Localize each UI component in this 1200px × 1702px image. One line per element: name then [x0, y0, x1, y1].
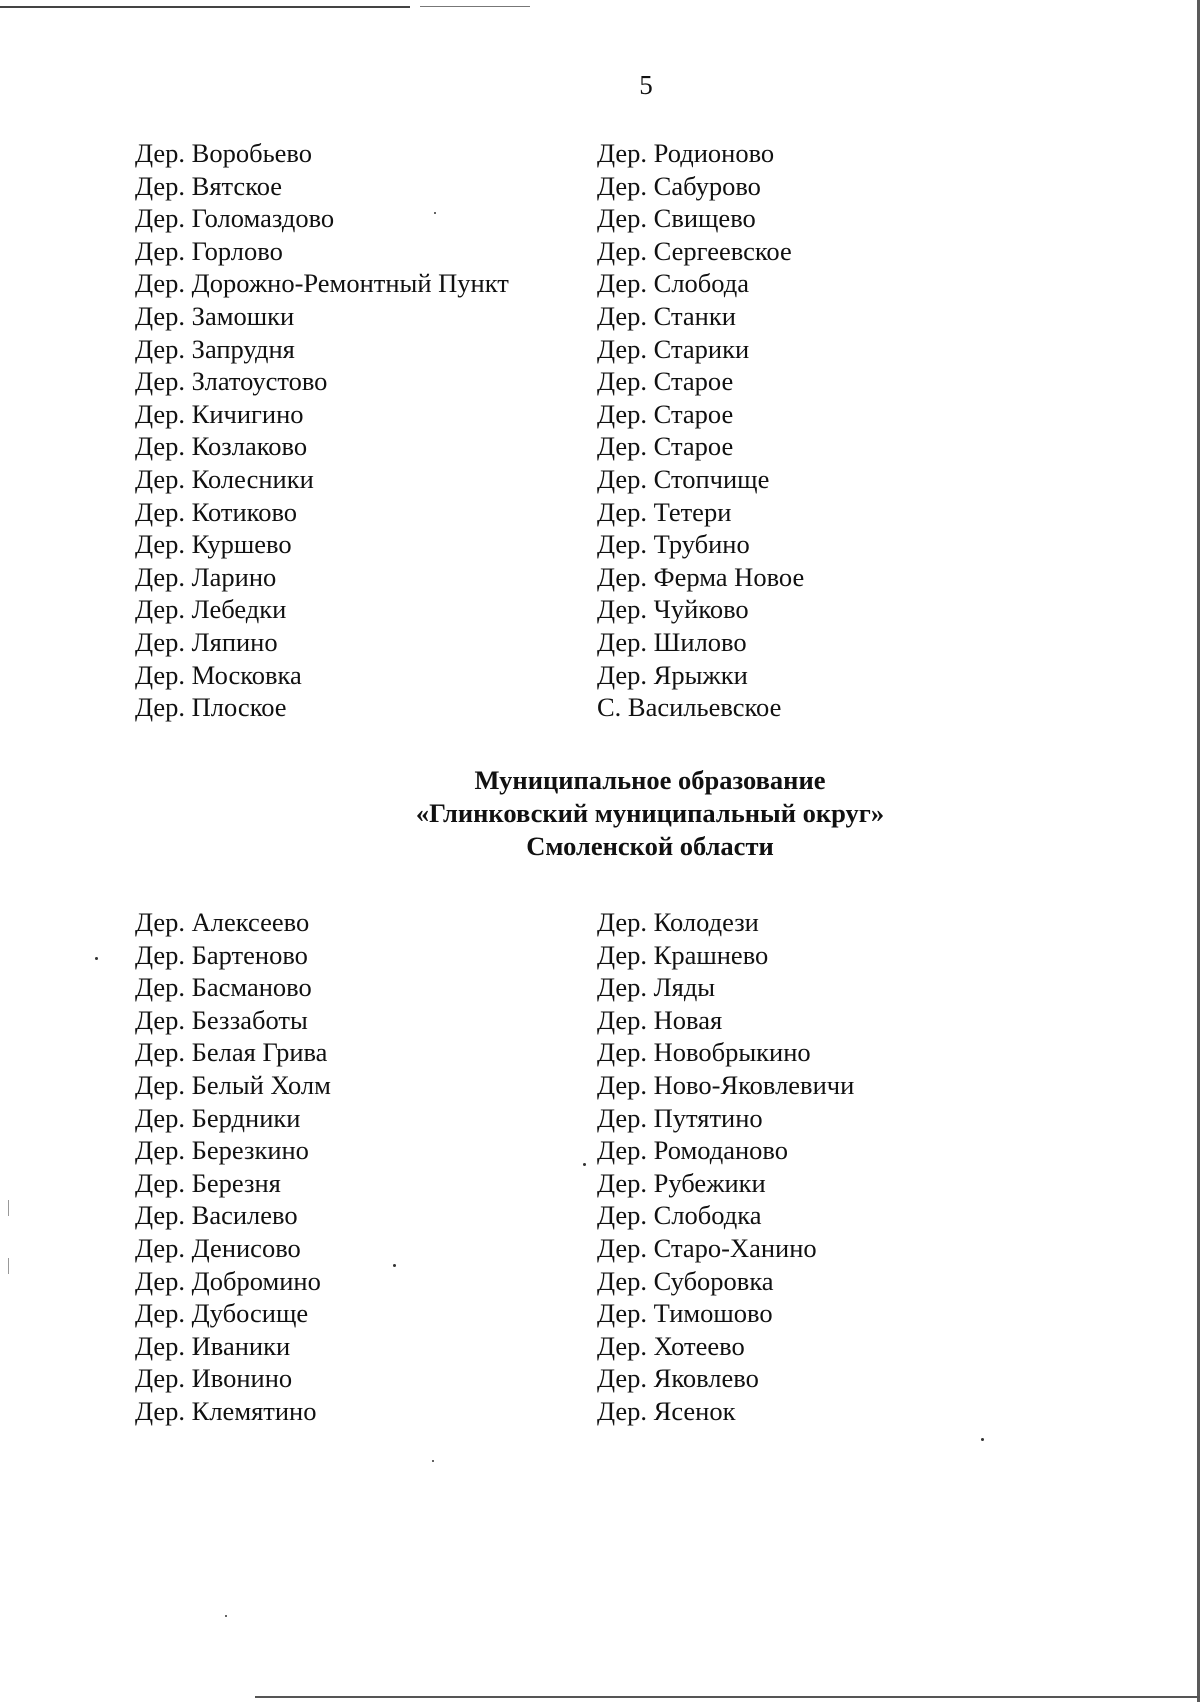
village-list-section1-left [135, 137, 509, 724]
village-list-item: Дер. Слободка [597, 1200, 762, 1231]
village-list-item: Дер. Березкино [135, 1135, 309, 1166]
village-list-item: Дер. Сергеевское [597, 235, 792, 266]
village-list-item: Дер. Дорожно-Ремонтный Пункт [135, 268, 509, 299]
village-list-item: Дер. Козлаково [135, 431, 308, 462]
village-list-item: Дер. Воробьево [135, 138, 312, 168]
village-list-item: Дер. Сабурово [597, 170, 761, 201]
village-list-item: Дер. Замошки [135, 300, 295, 331]
scan-speck [8, 1258, 9, 1274]
village-list-item: Дер. Ферма Новое [597, 561, 805, 592]
village-list-item: Дер. Чуйково [597, 594, 749, 625]
village-list-item: Дер. Голомаздово [135, 203, 335, 234]
village-list-item: Дер. Станки [597, 300, 736, 331]
village-list-item: Дер. Кичигино [135, 398, 304, 429]
village-list-item: Дер. Старики [597, 333, 750, 364]
village-list-item: Дер. Иваники [135, 1330, 291, 1361]
heading-line-1: Муниципальное образование [474, 765, 826, 795]
scan-edge-bottom [255, 1696, 1200, 1698]
scan-edge-top [0, 6, 410, 8]
village-list-item: Дер. Вятское [135, 170, 283, 201]
village-list-item: Дер. Бердники [135, 1102, 301, 1133]
village-list-item: Дер. Новобрыкино [597, 1037, 811, 1068]
village-list-item: Дер. Басманово [135, 972, 312, 1003]
scan-speck [434, 212, 436, 214]
village-list-item: Дер. Слобода [597, 268, 750, 299]
village-list-item: Дер. Белая Грива [135, 1037, 328, 1068]
village-list-item: Дер. Горлово [135, 235, 283, 266]
scan-speck [432, 1460, 434, 1462]
village-list-section2-right [597, 906, 854, 1428]
scan-speck [583, 1163, 586, 1166]
village-list-item: С. Васильевское [597, 692, 782, 723]
village-list-item: Дер. Ляпино [135, 626, 278, 657]
village-list-item: Дер. Шилово [597, 626, 747, 657]
village-list-item: Дер. Крашнево [597, 939, 769, 970]
village-list-item: Дер. Бартеново [135, 939, 308, 970]
heading-line-2: «Глинковский муниципальный округ» [415, 798, 885, 828]
village-list-item: Дер. Трубино [597, 529, 750, 560]
village-list-item: Дер. Свищево [597, 203, 756, 234]
scan-speck [393, 1264, 396, 1267]
heading-line-3: Смоленской области [526, 831, 774, 861]
village-list-item: Дер. Запрудня [135, 333, 295, 364]
village-list-item: Дер. Котиково [135, 496, 298, 527]
village-list-item: Дер. Златоустово [135, 366, 328, 397]
village-list-section1-right [597, 137, 804, 724]
village-list-item: Дер. Колодези [597, 907, 759, 937]
village-list-item: Дер. Ромоданово [597, 1135, 788, 1166]
village-list-item: Дер. Клемятино [135, 1395, 317, 1426]
scan-speck [95, 957, 98, 960]
village-list-item: Дер. Ясенок [597, 1395, 736, 1426]
scan-speck [225, 1615, 227, 1617]
village-list-item: Дер. Денисово [135, 1232, 301, 1263]
section-heading [300, 764, 1000, 863]
village-list-item: Дер. Рубежики [597, 1167, 766, 1198]
village-list-item: Дер. Ивонино [135, 1363, 293, 1394]
village-list-item: Дер. Лебедки [135, 594, 287, 625]
village-list-item: Дер. Колесники [135, 463, 314, 494]
village-list-item: Дер. Суборовка [597, 1265, 774, 1296]
scan-edge-top-secondary [420, 6, 530, 7]
village-list-item: Дер. Хотеево [597, 1330, 745, 1361]
village-list-item: Дер. Старое [597, 431, 734, 462]
village-list-item: Дер. Старо-Ханино [597, 1232, 817, 1263]
village-list-item: Дер. Стопчище [597, 463, 770, 494]
scan-speck [981, 1438, 984, 1441]
village-list-item: Дер. Березня [135, 1167, 281, 1198]
village-list-item: Дер. Дубосище [135, 1298, 309, 1329]
scan-speck [8, 1200, 9, 1216]
village-list-item: Дер. Ярыжки [597, 659, 748, 690]
village-list-item: Дер. Старое [597, 366, 734, 397]
village-list-item: Дер. Яковлево [597, 1363, 759, 1394]
village-list-item: Дер. Плоское [135, 692, 287, 723]
village-list-item: Дер. Добромино [135, 1265, 321, 1296]
village-list-item: Дер. Белый Холм [135, 1069, 331, 1100]
village-list-item: Дер. Тетери [597, 496, 732, 527]
village-list-item: Дер. Родионово [597, 138, 775, 168]
village-list-item: Дер. Тимошово [597, 1298, 773, 1329]
village-list-item: Дер. Ново-Яковлевичи [597, 1069, 855, 1100]
village-list-item: Дер. Беззаботы [135, 1004, 308, 1035]
village-list-section2-left [135, 906, 331, 1428]
village-list-item: Дер. Ляды [597, 972, 716, 1003]
village-list-item: Дер. Алексеево [135, 907, 310, 937]
village-list-item: Дер. Старое [597, 398, 734, 429]
village-list-item: Дер. Путятино [597, 1102, 763, 1133]
village-list-item: Дер. Куршево [135, 529, 292, 560]
village-list-item: Дер. Василево [135, 1200, 298, 1231]
village-list-item: Дер. Московка [135, 659, 302, 690]
page-number: 5 [639, 70, 653, 100]
village-list-item: Дер. Ларино [135, 561, 277, 592]
village-list-item: Дер. Новая [597, 1004, 723, 1035]
